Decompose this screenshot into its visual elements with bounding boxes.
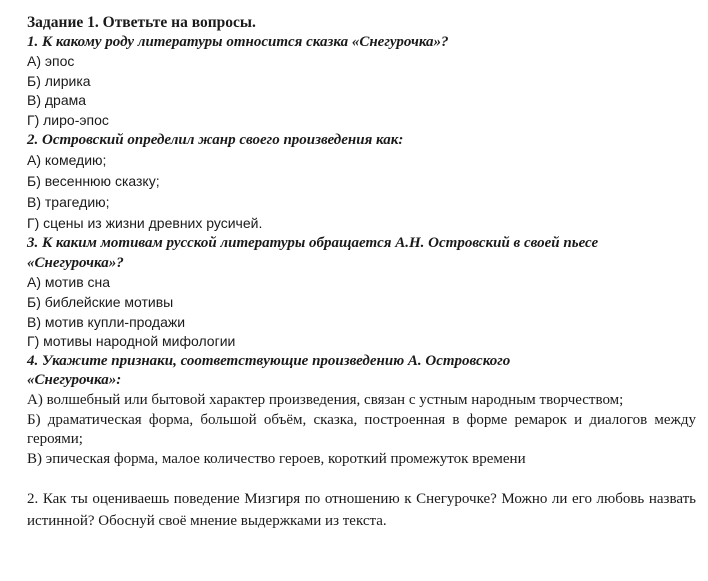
q2-option-d: Г) сцены из жизни древних русичей.: [27, 215, 263, 232]
q1-option-a: А) эпос: [27, 53, 75, 70]
q3-option-a: А) мотив сна: [27, 274, 111, 291]
question-1: 1. К какому роду литературы относится сказка «Снегурочка»?: [27, 33, 449, 50]
q3-option-d: Г) мотивы народной мифологии: [27, 333, 236, 350]
q4-option-c: В) эпическая форма, малое количество героев, короткий промежуток времени: [27, 450, 526, 467]
q2-option-a: А) комедию;: [27, 152, 107, 169]
q1-option-b: Б) лирика: [27, 72, 91, 89]
question-3-line-2: «Снегурочка»?: [27, 254, 124, 271]
q2-option-c: В) трагедию;: [27, 194, 110, 211]
q2-option-b: Б) весеннюю сказку;: [27, 173, 160, 190]
q1-option-c: В) драма: [27, 92, 87, 109]
q3-option-c: В) мотив купли-продажи: [27, 313, 186, 330]
q1-option-d: Г) лиро-эпос: [27, 111, 109, 128]
task1-title: Задание 1. Ответьте на вопросы.: [27, 14, 256, 31]
question-3-line-1: 3. К каким мотивам русской литературы обращается А.Н. Островский в своей пьесе: [27, 235, 599, 252]
question-4-line-2: «Снегурочка»:: [27, 372, 122, 389]
task2-text: 2. Как ты оцениваешь поведение Мизгиря по отношению к Снегурочке? Можно ли его любовь назвать истинной? Обоснуй своё мнение выдержками из текста.: [27, 491, 696, 529]
q4-option-a: А) волшебный или бытовой характер произведения, связан с устным народным творчеством;: [27, 391, 624, 408]
question-2: 2. Островский определил жанр своего произведения как:: [27, 131, 404, 148]
question-4-line-1: 4. Укажите признаки, соответствующие произведению А. Островского: [27, 352, 511, 369]
q3-option-b: Б) библейские мотивы: [27, 293, 174, 310]
q4-option-b: Б) драматическая форма, большой объём, сказка, построенная в форме ремарок и диалогов между героями;: [27, 411, 696, 448]
section-spacer: [27, 469, 696, 489]
